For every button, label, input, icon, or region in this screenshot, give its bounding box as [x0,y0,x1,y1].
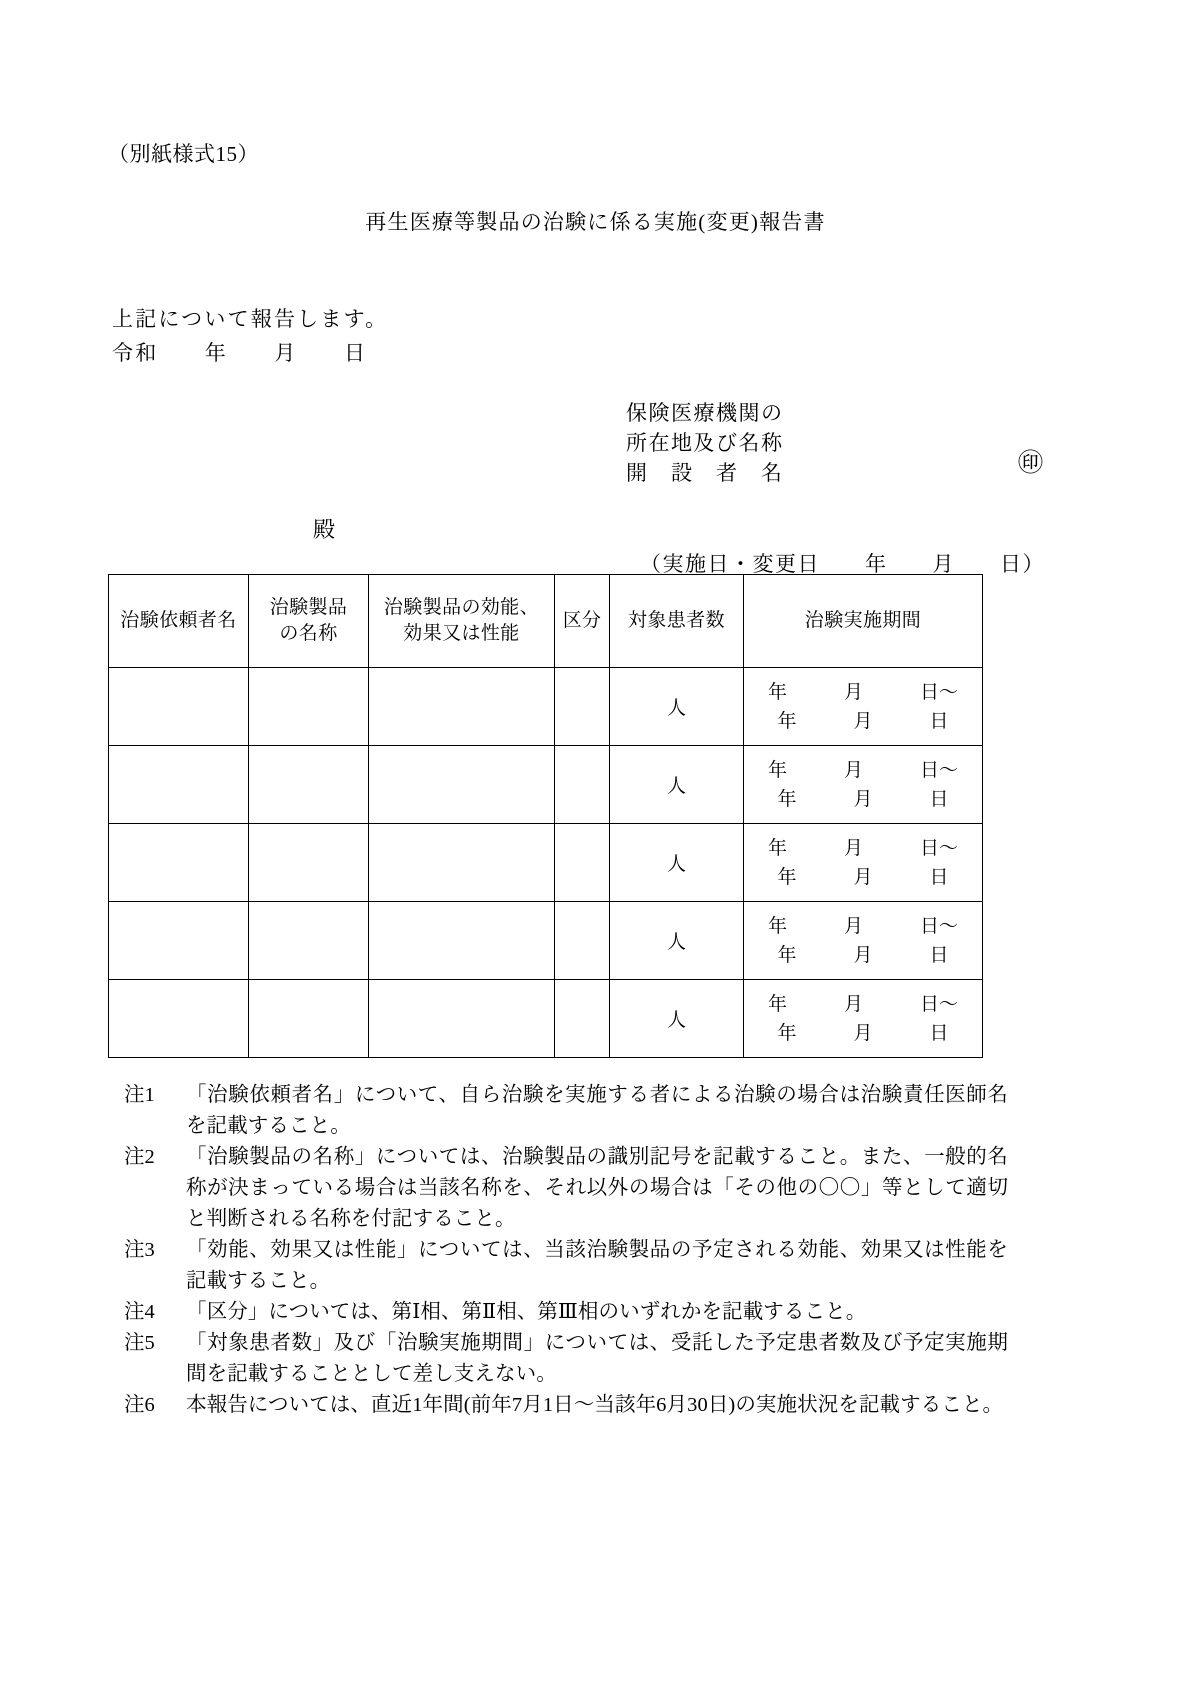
cell-patient-count[interactable]: 人 [610,902,744,980]
page-title: 再生医療等製品の治験に係る実施(変更)報告書 [365,210,826,234]
cell-trial-period[interactable] [744,980,983,1058]
cell-patient-count[interactable]: 人 [610,980,744,1058]
note-item [108,1080,1008,1142]
cell-trial-period-start: 年 月 日〜 [767,837,958,859]
note-text: 「治験依頼者名」について、自ら治験を実施する者による治験の場合は治験責任医師名を記載すること。 [186,1084,1008,1137]
note-label: 注3 [124,1239,155,1261]
note-label: 注6 [124,1394,155,1416]
cell-sponsor[interactable] [109,980,249,1058]
column-header-sponsor [109,575,249,668]
column-header-patients-l1: 対象患者数 [627,610,725,631]
column-header-patients [610,575,744,668]
cell-trial-period[interactable] [744,824,983,902]
cell-product[interactable] [249,668,369,746]
institution-block [626,398,784,488]
note-label: 注2 [124,1146,155,1168]
note-label: 注5 [124,1332,155,1354]
cell-product[interactable] [249,902,369,980]
cell-patient-count[interactable]: 人 [610,746,744,824]
cell-patient-count[interactable]: 人 [610,668,744,746]
institution-line-2: 所在地及び名称 [626,431,784,455]
cell-efficacy[interactable] [369,824,555,902]
cell-product[interactable] [249,746,369,824]
cell-phase[interactable] [555,980,610,1058]
cell-efficacy[interactable] [369,980,555,1058]
cell-sponsor[interactable] [109,902,249,980]
cell-sponsor[interactable] [109,668,249,746]
cell-trial-period-start: 年 月 日〜 [767,759,958,781]
table-row [109,668,983,746]
table-header-row [109,575,983,668]
cell-trial-period-start: 年 月 日〜 [767,681,958,703]
column-header-sponsor-l1: 治験依頼者名 [120,610,237,631]
column-header-efficacy-l2: 効果又は性能 [403,623,520,644]
form-code-label: （別紙様式15） [108,142,259,166]
note-text: 「区分」については、第Ⅰ相、第Ⅱ相、第Ⅲ相のいずれかを記載すること。 [186,1301,867,1323]
column-header-product-l2: の名称 [279,623,338,644]
column-header-product [249,575,369,668]
column-header-product-l1: 治験製品 [269,597,348,618]
cell-trial-period[interactable] [744,902,983,980]
cell-trial-period-end: 年 月 日 [777,788,949,810]
table-row [109,746,983,824]
cell-trial-period[interactable] [744,746,983,824]
report-statement: 上記について報告します。 [112,307,389,331]
era-date-line: 令和 年 月 日 [112,341,368,365]
cell-phase[interactable] [555,902,610,980]
column-header-period [744,575,983,668]
note-item [108,1297,1008,1328]
note-label: 注4 [124,1301,155,1323]
note-text: 「対象患者数」及び「治験実施期間」については、受託した予定患者数及び予定実施期間を記載することとして差し支えない。 [186,1332,1008,1385]
notes-section [108,1080,1008,1421]
column-header-period-l1: 治験実施期間 [804,610,922,631]
note-label: 注1 [124,1084,155,1106]
cell-trial-period-end: 年 月 日 [777,1022,949,1044]
column-header-phase [555,575,610,668]
note-text: 「効能、効果又は性能」については、当該治験製品の予定される効能、効果又は性能を記載すること。 [186,1239,1008,1292]
note-item [108,1390,1008,1421]
cell-patient-count[interactable]: 人 [610,824,744,902]
cell-trial-period-start: 年 月 日〜 [767,915,958,937]
institution-line-1: 保険医療機関の [626,401,784,425]
table-row [109,824,983,902]
note-text: 本報告については、直近1年間(前年7月1日〜当該年6月30日)の実施状況を記載すること。 [186,1394,1004,1416]
cell-sponsor[interactable] [109,746,249,824]
table-row [109,902,983,980]
column-header-efficacy-l1: 治験製品の効能、 [383,597,540,618]
cell-trial-period-start: 年 月 日〜 [767,993,958,1015]
cell-phase[interactable] [555,668,610,746]
cell-phase[interactable] [555,746,610,824]
column-header-phase-l1: 区分 [562,610,602,631]
table-row [109,980,983,1058]
table-header [109,575,983,668]
implementation-date-line: （実施日・変更日 年 月 日） [640,552,1045,576]
cell-phase[interactable] [555,824,610,902]
note-item [108,1142,1008,1235]
cell-sponsor[interactable] [109,824,249,902]
cell-efficacy[interactable] [369,746,555,824]
table-body [109,668,983,1058]
cell-trial-period-end: 年 月 日 [777,866,949,888]
note-item [108,1235,1008,1297]
cell-trial-period-end: 年 月 日 [777,710,949,732]
cell-trial-period[interactable] [744,668,983,746]
cell-trial-period-end: 年 月 日 [777,944,949,966]
cell-efficacy[interactable] [369,668,555,746]
addressee-suffix: 殿 [313,517,336,542]
institution-line-3: 開 設 者 名 [626,461,784,485]
cell-efficacy[interactable] [369,902,555,980]
seal-stamp-icon: ㊞ [1018,450,1044,477]
cell-product[interactable] [249,980,369,1058]
column-header-efficacy [369,575,555,668]
trial-table [108,574,983,1058]
note-text: 「治験製品の名称」については、治験製品の識別記号を記載すること。また、一般的名称が決まっている場合は当該名称を、それ以外の場合は「その他の〇〇」等として適切と判断される名称を付記すること。 [186,1146,1008,1230]
trial-table-wrapper [108,574,982,1058]
cell-product[interactable] [249,824,369,902]
note-item [108,1328,1008,1390]
